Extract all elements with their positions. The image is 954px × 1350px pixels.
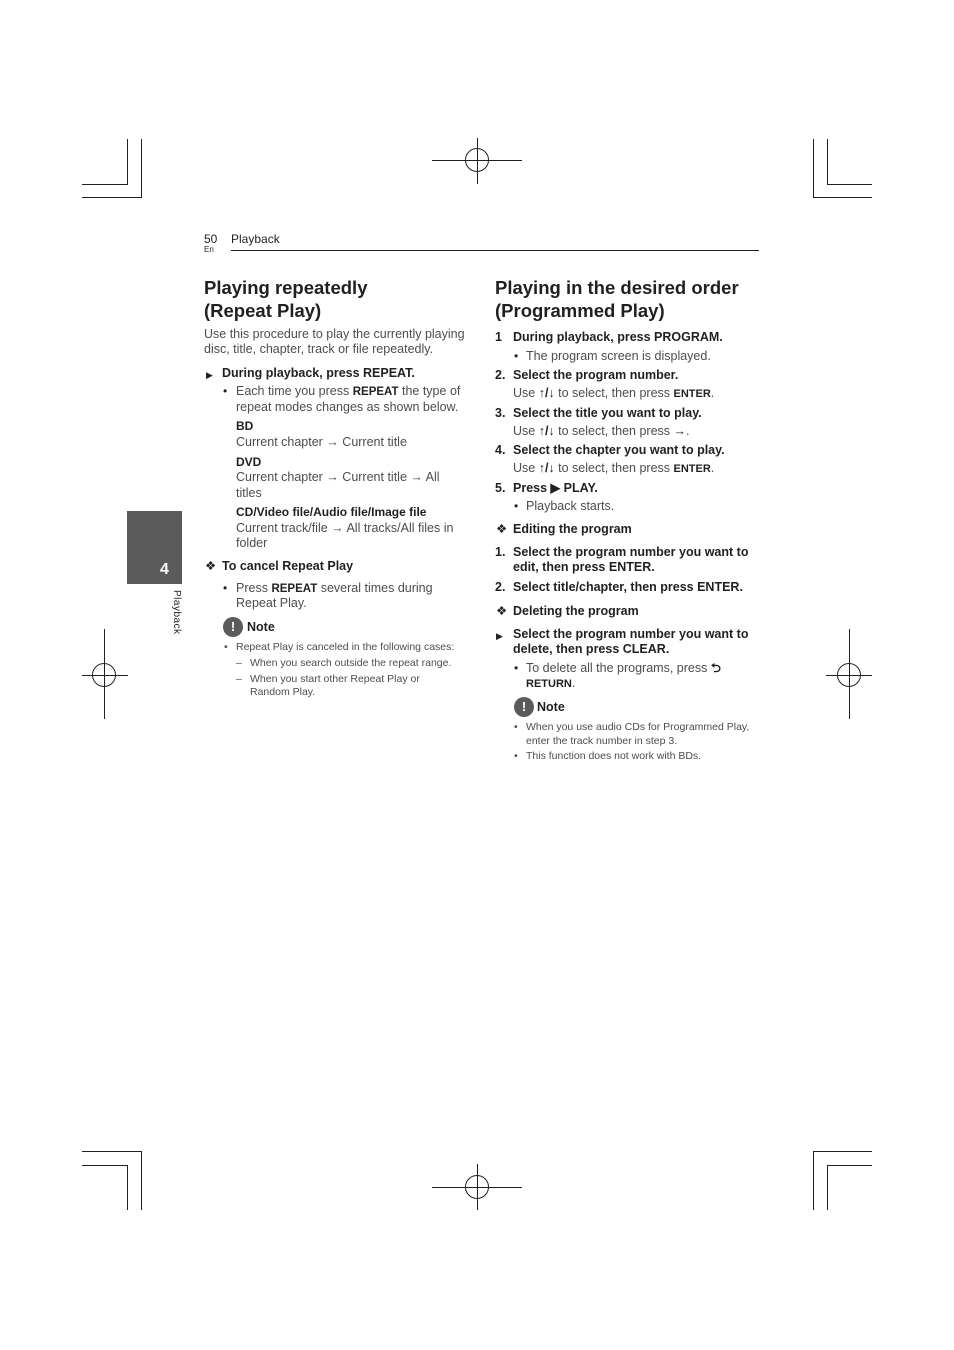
- program-step1-bullet: The program screen is displayed.: [526, 349, 711, 363]
- step-marker-icon: ▶: [206, 370, 213, 380]
- note-icon: !: [223, 617, 243, 637]
- delete-step-line1: Select the program number you want to: [513, 627, 749, 641]
- program-step2-sub: Use ↑/↓ to select, then press ENTER.: [513, 386, 715, 400]
- delete-bullet-line2: RETURN.: [526, 676, 576, 690]
- dash-icon: –: [236, 657, 242, 669]
- chapter-number: 4: [160, 561, 169, 578]
- dash-icon: –: [236, 673, 242, 685]
- step-marker-icon: ▶: [496, 631, 503, 641]
- step-number: 3.: [495, 406, 506, 420]
- intro-line2: disc, title, chapter, track or file repeatedly.: [204, 342, 434, 356]
- cancel-bullet-line2: Repeat Play.: [236, 596, 307, 610]
- program-step3: Select the title you want to play.: [513, 406, 702, 420]
- up-down-arrow-icon: ↑/↓: [538, 386, 555, 400]
- bullet-icon: •: [223, 384, 228, 398]
- cd-modes-line2: folder: [236, 536, 268, 550]
- repeat-step: During playback, press REPEAT.: [222, 366, 415, 380]
- step-number: 5.: [495, 481, 506, 495]
- program-step4: Select the chapter you want to play.: [513, 443, 725, 457]
- up-down-arrow-icon: ↑/↓: [538, 424, 555, 438]
- note-label: Note: [247, 620, 275, 634]
- bullet-icon: •: [514, 349, 519, 363]
- chapter-tab: [127, 511, 182, 584]
- program-step3-sub: Use ↑/↓ to select, then press →.: [513, 424, 690, 438]
- right-arrow-icon: →: [673, 424, 686, 438]
- program-step4-sub: Use ↑/↓ to select, then press ENTER.: [513, 461, 715, 475]
- note-dash2-line2: Random Play.: [250, 686, 316, 698]
- step-number: 4.: [495, 443, 506, 457]
- up-down-arrow-icon: ↑/↓: [538, 461, 555, 475]
- cancel-heading: To cancel Repeat Play: [222, 559, 354, 573]
- note1-line1: When you use audio CDs for Programmed Play,: [526, 721, 750, 733]
- cd-modes-line1: Current track/file → All tracks/All files in: [236, 521, 454, 535]
- header-rule: [231, 250, 759, 251]
- return-icon: ⮌: [710, 661, 721, 675]
- edit-step1-line2: edit, then press ENTER.: [513, 560, 655, 574]
- right-title-line1: Playing in the desired order: [495, 277, 739, 298]
- bd-modes: Current chapter → Current title: [236, 435, 407, 449]
- note-label: Note: [537, 700, 565, 714]
- bullet-icon: •: [223, 581, 228, 595]
- left-title-line1: Playing repeatedly: [204, 277, 368, 298]
- delete-heading: Deleting the program: [513, 604, 639, 618]
- bd-label: BD: [236, 419, 254, 433]
- bullet-icon: •: [514, 721, 518, 733]
- note-bullet: Repeat Play is canceled in the following cases:: [236, 641, 455, 653]
- bullet-icon: •: [514, 750, 518, 762]
- edit-heading: Editing the program: [513, 522, 632, 536]
- dvd-modes-line2: titles: [236, 486, 262, 500]
- page-language: En: [204, 245, 214, 254]
- diamond-icon: ❖: [496, 522, 508, 536]
- program-step5-bullet: Playback starts.: [526, 499, 615, 513]
- cd-label: CD/Video file/Audio file/Image file: [236, 505, 427, 519]
- bullet-icon: •: [224, 641, 228, 653]
- program-step5: Press ▶ PLAY.: [513, 481, 598, 495]
- diamond-icon: ❖: [205, 559, 217, 573]
- note-dash2-line1: When you start other Repeat Play or: [250, 673, 420, 685]
- program-step1: During playback, press PROGRAM.: [513, 330, 723, 344]
- step-number: 1.: [495, 545, 506, 559]
- intro-line1: Use this procedure to play the currently playing: [204, 327, 465, 341]
- dvd-modes-line1: Current chapter → Current title → All: [236, 470, 440, 484]
- left-title-line2: (Repeat Play): [204, 300, 322, 321]
- program-step2: Select the program number.: [513, 368, 679, 382]
- step-number: 1: [495, 330, 502, 344]
- delete-step-line2: delete, then press CLEAR.: [513, 642, 670, 656]
- chapter-label: Playback: [171, 590, 182, 635]
- step-number: 2.: [495, 368, 506, 382]
- cancel-bullet-line1: Press REPEAT several times during: [236, 581, 433, 595]
- right-title-line2: (Programmed Play): [495, 300, 665, 321]
- diamond-icon: ❖: [496, 604, 508, 618]
- note-dash1: When you search outside the repeat range.: [250, 657, 452, 669]
- delete-bullet-line1: To delete all the programs, press ⮌: [526, 661, 721, 675]
- page-number: 50: [204, 232, 218, 246]
- edit-step2: Select title/chapter, then press ENTER.: [513, 580, 743, 594]
- note-icon: !: [514, 697, 534, 717]
- note1-line2: enter the track number in step 3.: [526, 735, 678, 747]
- edit-step1-line1: Select the program number you want to: [513, 545, 749, 559]
- step-number: 2.: [495, 580, 506, 594]
- bullet-icon: •: [514, 661, 519, 675]
- repeat-bullet-line2: repeat modes changes as shown below.: [236, 400, 459, 414]
- running-header: Playback: [231, 232, 280, 246]
- note2: This function does not work with BDs.: [526, 750, 702, 762]
- repeat-bullet-line1: Each time you press REPEAT the type of: [236, 384, 461, 398]
- bullet-icon: •: [514, 499, 519, 513]
- dvd-label: DVD: [236, 455, 262, 469]
